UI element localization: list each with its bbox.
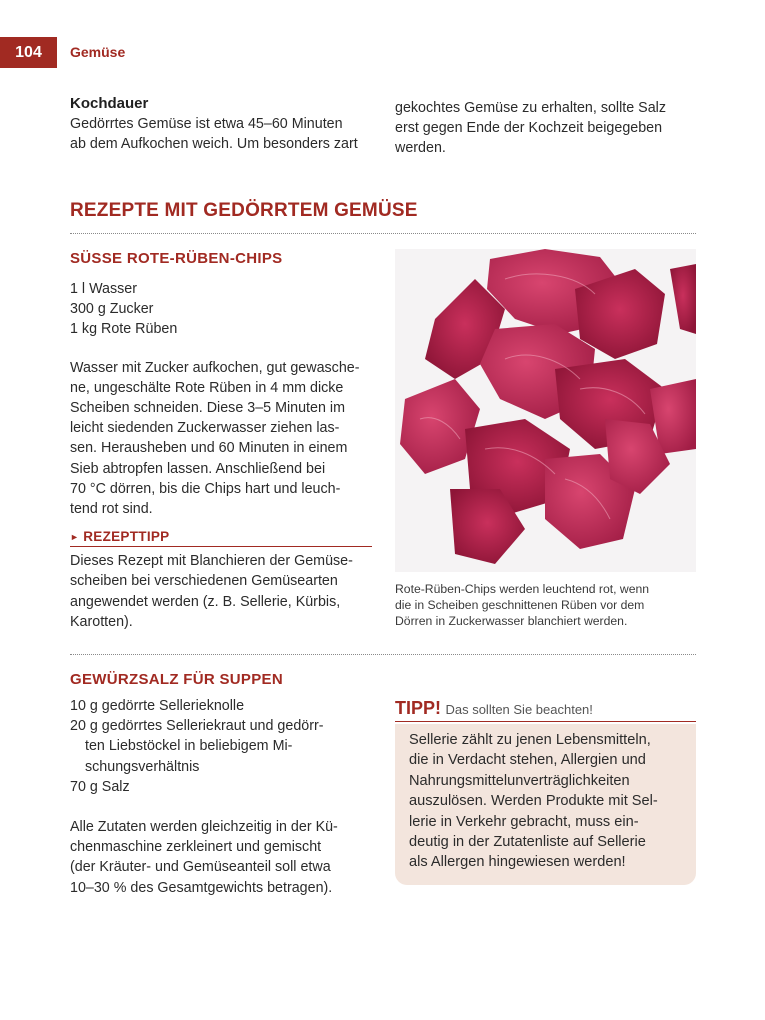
beetroot-chips-photo: [395, 249, 696, 572]
text-line: (der Kräuter- und Gemüseanteil soll etwa: [70, 859, 331, 876]
caption-line: Rote-Rüben-Chips werden leuchtend rot, wenn: [395, 582, 650, 596]
triangle-icon: ►: [70, 532, 80, 543]
recipe-chips: [70, 250, 372, 632]
kochdauer-title: Kochdauer: [70, 95, 149, 112]
text-line: gekochtes Gemüse zu erhalten, sollte Salz: [395, 100, 666, 116]
text-line: ab dem Aufkochen weich. Um besonders zart: [70, 136, 358, 153]
caption-line: die in Scheiben geschnittenen Rüben vor dem: [395, 597, 645, 612]
recipe-title: GEWÜRZSALZ FÜR SUPPEN: [70, 671, 283, 688]
text-line: Scheiben schneiden. Diese 3–5 Minuten im: [70, 400, 345, 417]
text-line: werden.: [395, 140, 446, 157]
ingredient: schungsverhältnis: [85, 758, 200, 775]
recipe-gewuerzsalz: [70, 671, 372, 898]
rezepttipp-label: [70, 529, 372, 547]
text-line: Nahrungsmittelunverträglichkeiten: [409, 772, 630, 789]
text-line: 10–30 % des Gesamtgewichts betragen).: [70, 879, 333, 896]
ingredient: 70 g Salz: [70, 778, 130, 795]
text-line: die in Verdacht stehen, Allergien und: [409, 752, 646, 769]
photo-caption: [395, 582, 700, 629]
tipp-box-body: [409, 730, 684, 873]
text-line: Sieb abtropfen lassen. Anschließend bei: [70, 460, 326, 477]
ingredient-list: [70, 279, 372, 340]
tipp-box-header: [395, 698, 696, 722]
tipp-title: TIPP!: [395, 698, 442, 718]
text-line: Sellerie zählt zu jenen Lebensmitteln,: [409, 732, 651, 748]
text-line: erst gegen Ende der Kochzeit beigegeben: [395, 120, 663, 137]
text-line: ne, ungeschälte Rote Rüben in 4 mm dicke: [70, 379, 344, 396]
divider: [70, 233, 696, 234]
ingredient: 1 l Wasser: [70, 281, 137, 297]
text-line: scheiben bei verschiedenen Gemüsearten: [70, 573, 338, 590]
section-title: Gemüse: [70, 44, 126, 60]
text-line: tend rot sind.: [70, 501, 153, 518]
text-line: leicht siedenden Zuckerwasser ziehen las-: [70, 420, 340, 437]
ingredient: 1 kg Rote Rüben: [70, 321, 178, 338]
instructions: [70, 358, 372, 520]
ingredient: ten Liebstöckel in beliebigem Mi-: [85, 738, 293, 755]
ingredient: 10 g gedörrte Sellerieknolle: [70, 698, 245, 714]
text-line: Gedörrtes Gemüse ist etwa 45–60 Minuten: [70, 116, 343, 132]
main-heading: REZEPTE MIT GEDÖRRTEM GEMÜSE: [70, 200, 418, 221]
text-line: angewendet werden (z. B. Sellerie, Kürbis,: [70, 593, 341, 610]
rezepttipp-text: REZEPTTIPP: [83, 529, 170, 545]
text-line: Dieses Rezept mit Blanchieren der Gemüse-: [70, 553, 353, 570]
text-line: Karotten).: [70, 613, 133, 630]
text-line: 70 °C dörren, bis die Chips hart und leuch-: [70, 480, 341, 497]
divider: [70, 654, 696, 655]
page-number: 104: [0, 37, 57, 68]
tipp-box: [395, 724, 696, 885]
beetroot-chips-icon: [395, 249, 696, 572]
ingredient: 20 g gedörrtes Selleriekraut und gedörr-: [70, 718, 324, 735]
rezepttipp-body: [70, 551, 372, 632]
kochdauer-right: [395, 98, 696, 159]
text-line: lerie in Verkehr gebracht, muss ein-: [409, 813, 639, 830]
text-line: auszulösen. Werden Produkte mit Sel-: [409, 793, 658, 810]
text-line: sen. Herausheben und 60 Minuten in einem: [70, 440, 348, 457]
caption-line: Dörren in Zuckerwasser blanchiert werden.: [395, 613, 628, 628]
text-line: Alle Zutaten werden gleichzeitig in der Kü-: [70, 819, 338, 836]
ingredient-list: [70, 696, 372, 797]
text-line: deutig in der Zutatenliste auf Sellerie: [409, 834, 646, 851]
text-line: chenmaschine zerkleinert und gemischt: [70, 839, 322, 856]
text-line: Wasser mit Zucker aufkochen, gut gewasche-: [70, 359, 360, 376]
ingredient: 300 g Zucker: [70, 301, 154, 318]
instructions: [70, 817, 372, 898]
recipe-title: SÜSSE ROTE-RÜBEN-CHIPS: [70, 250, 283, 267]
kochdauer-left: [70, 95, 372, 154]
text-line: als Allergen hingewiesen werden!: [409, 854, 626, 871]
tipp-subtitle: Das sollten Sie beachten!: [445, 702, 593, 717]
